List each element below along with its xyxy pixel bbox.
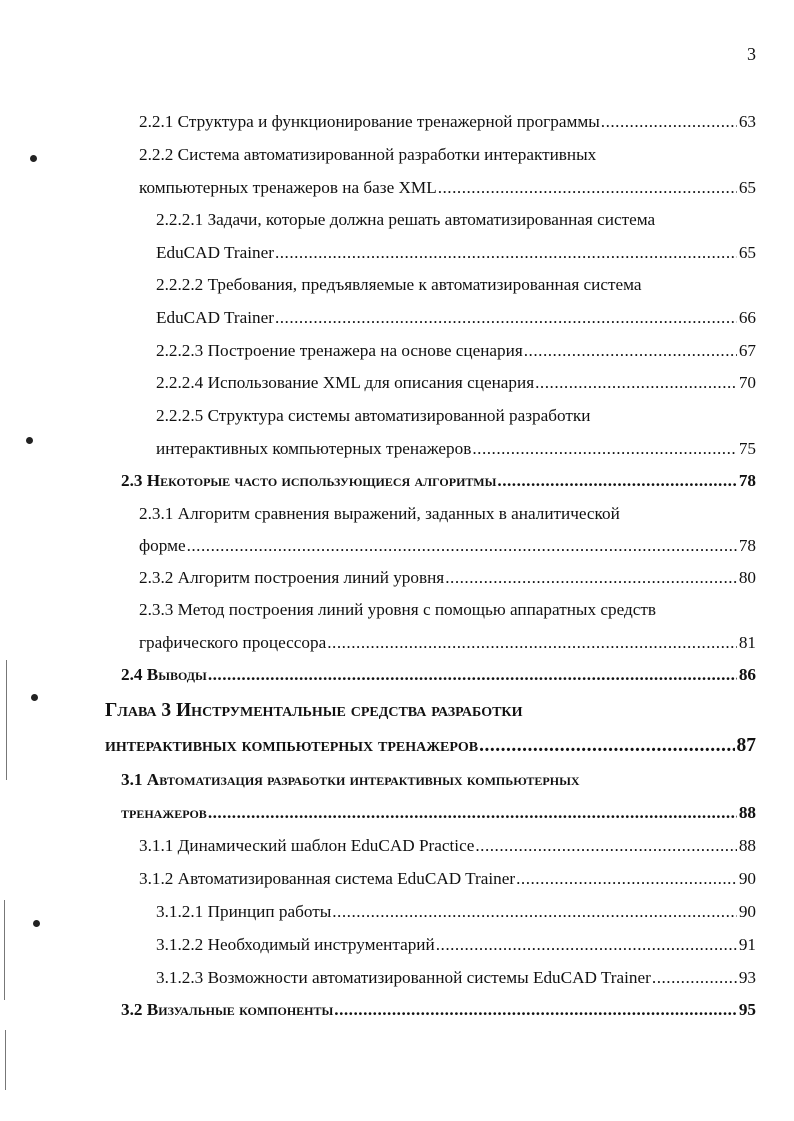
toc-entry-2-3-3 — [139, 601, 656, 618]
dot-leader — [479, 736, 734, 756]
binder-mark — [30, 155, 37, 162]
toc-entry-chapter-3 — [105, 701, 522, 721]
margin-line — [4, 900, 5, 1000]
toc-entry-2-2-2-4 — [156, 374, 756, 391]
toc-entry-page: 88 — [738, 836, 756, 855]
toc-entry-text: 3.1 Автоматизация разработки интерактивных компьютерных — [121, 770, 580, 789]
toc-entry-page: 87 — [736, 735, 756, 756]
toc-entry-text: интерактивных компьютерных тренажеров — [156, 439, 472, 458]
toc-entry-text: 2.4 Выводы — [121, 665, 207, 684]
toc-entry-text: компьютерных тренажеров на базе XML — [139, 178, 437, 197]
toc-entry-2-2-2-1-cont — [156, 244, 756, 261]
toc-entry-text: интерактивных компьютерных тренажеров — [105, 735, 479, 756]
toc-entry-text: 2.3.3 Метод построения линий уровня с помощью аппаратных средств — [139, 600, 656, 619]
toc-entry-text: 3.2 Визуальные компоненты — [121, 1000, 334, 1019]
toc-entry-3-1-2-1 — [156, 903, 756, 920]
toc-entry-3-1-2 — [139, 870, 756, 887]
dot-leader — [436, 936, 737, 953]
toc-entry-3-1-1 — [139, 837, 756, 854]
margin-line — [5, 1030, 6, 1090]
toc-entry-2-3 — [121, 472, 756, 489]
dot-leader — [472, 440, 736, 457]
toc-entry-page: 66 — [738, 308, 756, 327]
toc-entry-text: 3.1.2.1 Принцип работы — [156, 902, 332, 921]
toc-entry-text: 2.2.2.2 Требования, предъявляемые к автоматизированная система — [156, 275, 642, 294]
toc-entry-2-3-3-cont — [139, 634, 756, 651]
toc-entry-page: 78 — [738, 471, 756, 490]
toc-entry-page: 67 — [738, 341, 756, 360]
toc-entry-2-3-1-cont — [139, 537, 756, 554]
toc-entry-text: EduCAD Trainer — [156, 243, 274, 262]
binder-mark — [26, 437, 33, 444]
dot-leader — [334, 1001, 737, 1018]
dot-leader — [445, 569, 737, 586]
toc-entry-page: 70 — [738, 373, 756, 392]
toc-entry-page: 78 — [738, 536, 756, 555]
toc-entry-2-2-2-cont — [139, 179, 756, 196]
toc-entry-text: 2.2.2.5 Структура системы автоматизированной разработки — [156, 406, 591, 425]
toc-entry-2-2-2-1 — [156, 211, 655, 228]
dot-leader — [524, 342, 737, 359]
toc-entry-text: 2.2.2.1 Задачи, которые должна решать автоматизированная система — [156, 210, 656, 229]
toc-entry-2-2-2-5 — [156, 407, 590, 424]
binder-mark — [31, 694, 38, 701]
binder-mark — [33, 920, 40, 927]
dot-leader — [535, 374, 737, 391]
toc-entry-text: 2.2.2.4 Использование XML для описания сценария — [156, 373, 535, 392]
toc-entry-text: графического процессора — [139, 633, 327, 652]
dot-leader — [208, 804, 737, 821]
toc-entry-text: 2.2.2 Система автоматизированной разработки интерактивных — [139, 145, 597, 164]
dot-leader — [475, 837, 736, 854]
toc-entry-text: тренажеров — [121, 803, 207, 822]
toc-entry-page: 95 — [738, 1000, 756, 1019]
toc-entry-3-2 — [121, 1001, 756, 1018]
toc-entry-page: 90 — [738, 869, 756, 888]
toc-entry-3-1-2-3 — [156, 969, 756, 986]
page-number: 3 — [747, 44, 756, 64]
toc-entry-page: 63 — [738, 112, 756, 131]
toc-entry-page: 80 — [738, 568, 756, 587]
toc-entry-page: 81 — [738, 633, 756, 652]
dot-leader — [438, 179, 737, 196]
toc-entry-text: 2.2.2.3 Построение тренажера на основе сценария — [156, 341, 523, 360]
toc-entry-2-2-2-2 — [156, 276, 642, 293]
toc-entry-2-2-1 — [139, 113, 756, 130]
dot-leader — [275, 244, 737, 261]
toc-entry-text: 2.3.2 Алгоритм построения линий уровня — [139, 568, 445, 587]
toc-entry-chapter-3-cont — [105, 736, 756, 756]
dot-leader — [208, 666, 737, 683]
toc-entry-text: Глава 3 Инструментальные средства разработки — [105, 700, 523, 721]
toc-entry-2-2-2-3 — [156, 342, 756, 359]
dot-leader — [332, 903, 737, 920]
toc-entry-2-2-2-5-cont — [156, 440, 756, 457]
toc-entry-page: 75 — [738, 439, 756, 458]
toc-entry-page: 91 — [738, 935, 756, 954]
toc-entry-text: 2.3 Некоторые часто использующиеся алгоритмы — [121, 471, 497, 490]
toc-entry-page: 86 — [738, 665, 756, 684]
toc-entry-page: 65 — [738, 243, 756, 262]
toc-entry-page: 93 — [738, 968, 756, 987]
toc-entry-3-1-cont — [121, 804, 756, 821]
dot-leader — [187, 537, 737, 554]
toc-entry-2-3-2 — [139, 569, 756, 586]
toc-entry-2-4 — [121, 666, 756, 683]
toc-entry-text: 2.2.1 Структура и функционирование тренажерной программы — [139, 112, 600, 131]
toc-entry-3-1 — [121, 771, 580, 788]
margin-line — [6, 660, 7, 780]
toc-entry-2-2-2-2-cont — [156, 309, 756, 326]
dot-leader — [516, 870, 737, 887]
toc-entry-text: 3.1.2.3 Возможности автоматизированной системы EduCAD Trainer — [156, 968, 651, 987]
toc-entry-2-3-1 — [139, 505, 620, 522]
dot-leader — [601, 113, 737, 130]
toc-entry-page: 65 — [738, 178, 756, 197]
toc-entry-text: форме — [139, 536, 186, 555]
dot-leader — [497, 472, 736, 489]
toc-entry-text: EduCAD Trainer — [156, 308, 274, 327]
toc-entry-2-2-2 — [139, 146, 596, 163]
toc-entry-text: 3.1.1 Динамический шаблон EduCAD Practice — [139, 836, 475, 855]
toc-entry-text: 3.1.2.2 Необходимый инструментарий — [156, 935, 435, 954]
dot-leader — [652, 969, 737, 986]
dot-leader — [275, 309, 737, 326]
toc-entry-page: 90 — [738, 902, 756, 921]
toc-entry-text: 2.3.1 Алгоритм сравнения выражений, заданных в аналитической — [139, 504, 620, 523]
toc-entry-text: 3.1.2 Автоматизированная система EduCAD Trainer — [139, 869, 516, 888]
toc-entry-page: 88 — [738, 803, 756, 822]
toc-entry-3-1-2-2 — [156, 936, 756, 953]
dot-leader — [327, 634, 737, 651]
